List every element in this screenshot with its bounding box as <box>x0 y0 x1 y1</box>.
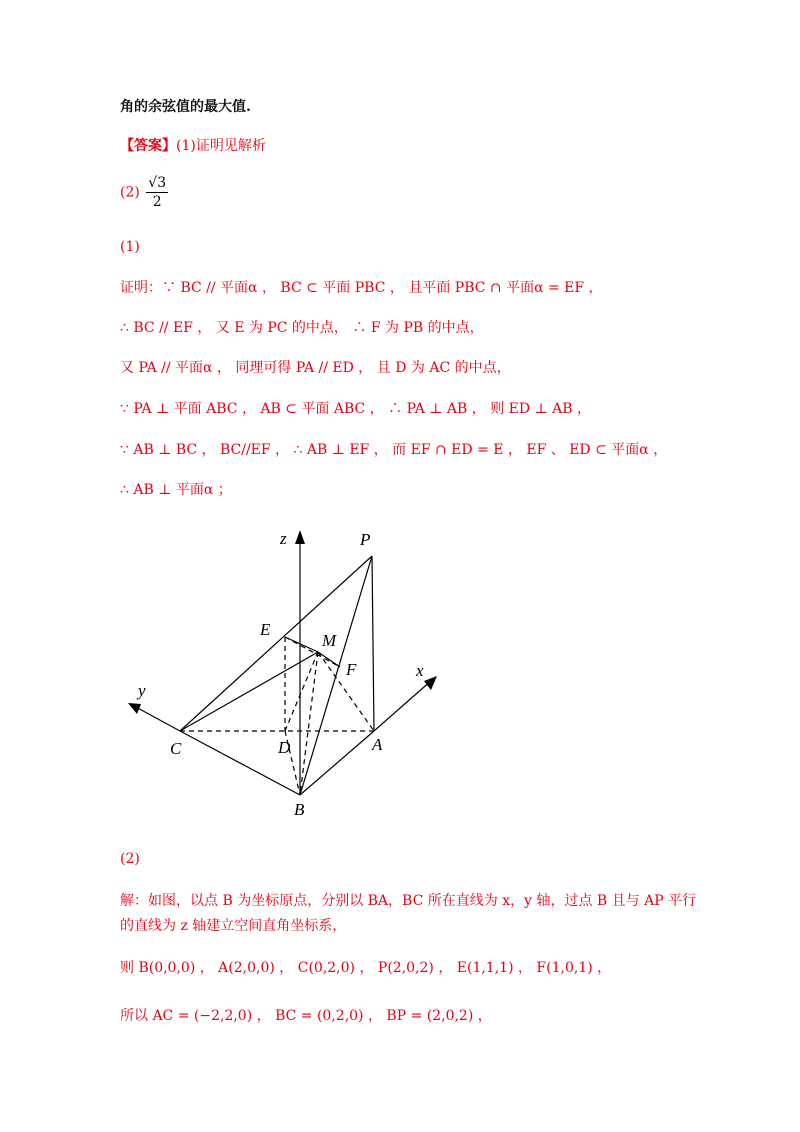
label-M: M <box>322 631 337 650</box>
edge-C-M <box>180 652 318 731</box>
edge-E-M <box>285 637 318 652</box>
label-z: z <box>280 529 287 548</box>
part2-label: (2) <box>120 851 140 867</box>
geometry-figure <box>0 510 800 830</box>
label-y: y <box>138 681 146 700</box>
proof-line-5: ∵ AB ⊥ BC ， BC//EF ， ∴ AB ⊥ EF ， 而 EF ∩ ED = E ， EF 、 ED ⊂ 平面α ， <box>120 442 668 458</box>
proof-line-1: 证明：∵ BC // 平面α ， BC ⊂ 平面 PBC ， 且平面 PBC ∩ 平面α = EF ， <box>120 280 603 296</box>
label-E: E <box>260 620 271 639</box>
proof-line-6: ∴ AB ⊥ 平面α ； <box>120 482 232 498</box>
edge-M-B-dashed <box>300 652 318 795</box>
edge-C-P <box>180 556 372 731</box>
proof-line-2: ∴ BC // EF ， 又 E 为 PC 的中点， ∴ F 为 PB 的中点， <box>120 320 484 336</box>
answer-part2 <box>120 174 168 211</box>
edge-B-A <box>300 731 374 795</box>
label-C: C <box>170 739 182 758</box>
solution-line-2: 的直线为 z 轴建立空间直角坐标系， <box>120 918 347 934</box>
axis-z-arrow <box>295 530 305 544</box>
edge-P-B <box>300 556 372 795</box>
label-x: x <box>416 661 424 680</box>
edge-P-A <box>372 556 374 731</box>
fraction-sqrt3-over-2 <box>146 174 168 211</box>
vectors-line: 所以 AC = (−2,2,0) ， BC = (0,2,0) ， BP = (2,0,2) ， <box>120 1008 492 1024</box>
proof-line-4: ∵ PA ⊥ 平面 ABC ， AB ⊂ 平面 ABC ， ∴ PA ⊥ AB ， 则 ED ⊥ AB ， <box>120 401 592 417</box>
fraction-numerator: √3 <box>148 175 167 191</box>
label-B: B <box>294 800 305 819</box>
answer-part1: (1)证明见解析 <box>176 138 266 154</box>
coordinates-line: 则 B(0,0,0) ， A(2,0,0) ， C(0,2,0) ， P(2,0,2) ， E(1,1,1) ， F(1,0,1) ， <box>120 960 612 976</box>
solution-line-1: 解：如图，以点 B 为坐标原点，分别以 BA，BC 所在直线为 x，y 轴，过点 B 且与 AP 平行 <box>120 893 697 909</box>
fraction-denominator: 2 <box>152 194 162 210</box>
part1-label: (1) <box>120 239 140 255</box>
answer-label: 【答案】 <box>120 138 176 154</box>
axis-y-arrow <box>128 703 141 714</box>
axis-x <box>374 680 432 731</box>
answer-line <box>120 135 266 155</box>
label-F: F <box>346 660 357 679</box>
heading-tail: 角的余弦值的最大值. <box>120 99 251 115</box>
proof-line-3: 又 PA // 平面α ， 同理可得 PA // ED ， 且 D 为 AC 的中点， <box>120 360 511 376</box>
label-P: P <box>360 530 371 549</box>
axis-y <box>134 706 180 731</box>
label-A: A <box>372 735 383 754</box>
axis-x-arrow <box>424 676 437 690</box>
answer-part2-prefix: (2) <box>120 184 140 201</box>
label-D: D <box>278 738 291 757</box>
